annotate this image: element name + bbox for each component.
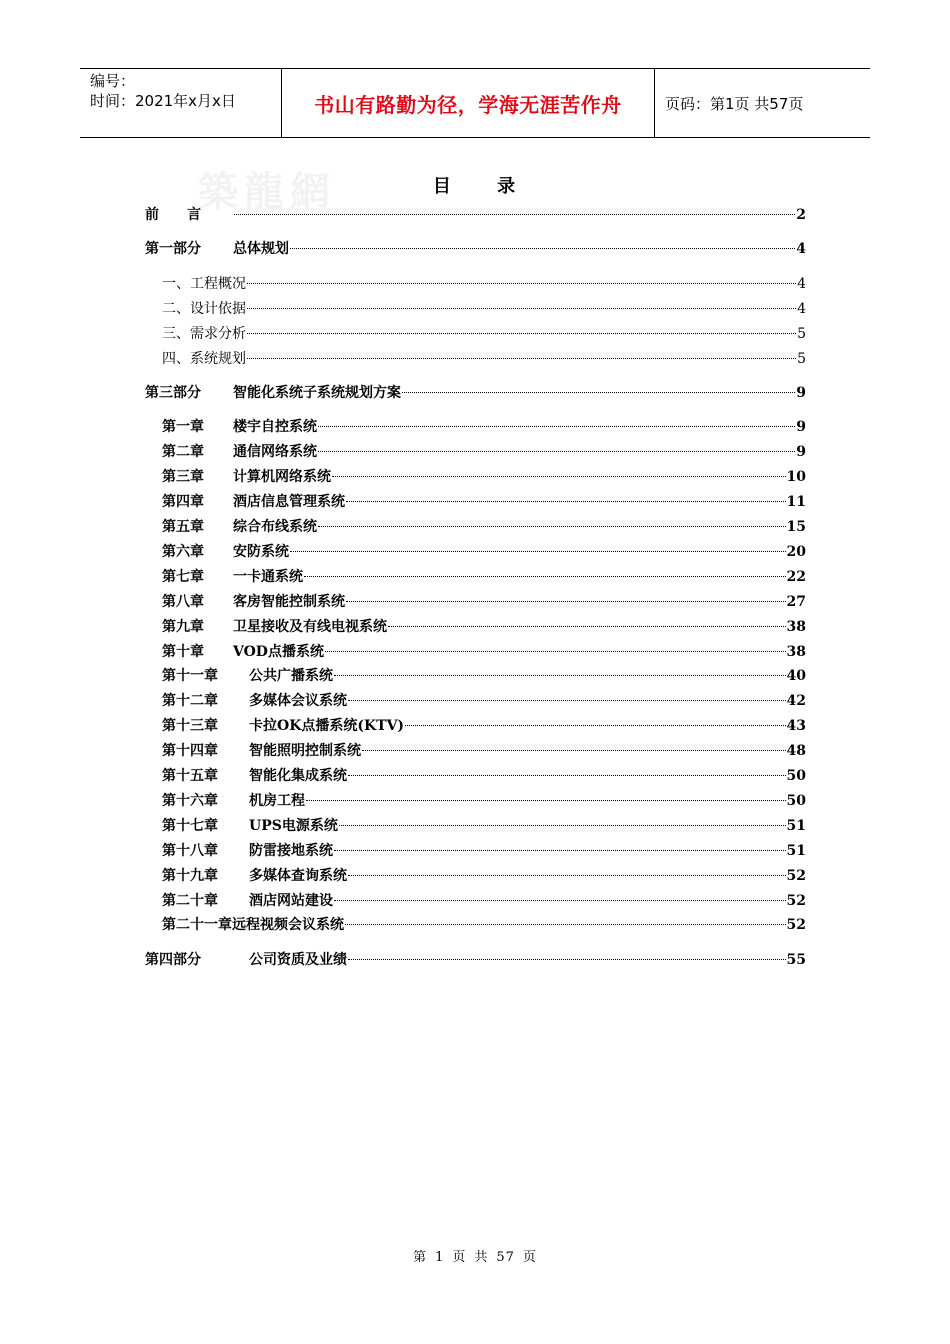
toc-entry-number: 第一部分 <box>145 241 201 257</box>
toc-leader-dots <box>388 626 786 627</box>
toc-entry-title: 总体规划 <box>233 241 289 257</box>
toc-leader-dots <box>318 426 795 427</box>
toc-entry-page: 11 <box>786 494 806 510</box>
footer-text: 共 <box>474 1250 489 1265</box>
header-motto: 书山有路勤为径，学海无涯苦作舟 <box>282 69 655 137</box>
toc-leader-dots <box>332 476 786 477</box>
toc-entry-title: 四、系统规划 <box>162 351 246 367</box>
toc-entry[interactable] <box>162 892 806 910</box>
toc-entry-number: 第七章 <box>162 569 204 585</box>
toc-entry-number: 第十一章 <box>162 668 218 684</box>
toc-entry-page: 4 <box>797 276 806 292</box>
toc-entry-number: 第十八章 <box>162 843 218 859</box>
toc-entry-page: 4 <box>796 241 806 257</box>
toc-entry[interactable] <box>162 618 806 636</box>
toc-entry-number: 第二十章 <box>162 893 218 909</box>
toc-entry[interactable] <box>162 443 806 461</box>
toc-entry-title: 二、设计依据 <box>162 301 246 317</box>
toc-entry-title: 机房工程 <box>249 793 305 809</box>
toc-entry-number: 第三章 <box>162 469 204 485</box>
toc-entry-title: 智能照明控制系统 <box>249 743 361 759</box>
toc-entry-title: 通信网络系统 <box>233 444 317 460</box>
toc-leader-dots <box>348 775 786 776</box>
toc-entry-page: 52 <box>786 893 806 909</box>
toc-entry-page: 9 <box>796 385 806 401</box>
toc-entry-page: 52 <box>786 868 806 884</box>
toc-entry-title: 酒店网站建设 <box>249 893 333 909</box>
footer-page-number: 1 <box>435 1250 445 1265</box>
toc-entry-title: 安防系统 <box>233 544 289 560</box>
toc-entry[interactable] <box>162 300 806 318</box>
toc-entry-number: 第二章 <box>162 444 204 460</box>
toc-leader-dots <box>348 875 786 876</box>
toc-entry-number: 第十章 <box>162 644 204 660</box>
toc-entry-page: 48 <box>786 743 806 759</box>
toc-entry[interactable] <box>162 643 806 661</box>
toc-entry-number: 第十九章 <box>162 868 218 884</box>
toc-leader-dots <box>306 800 786 801</box>
toc-leader-dots <box>334 850 786 851</box>
toc-entry[interactable] <box>162 568 806 586</box>
toc-entry-number: 前 言 <box>145 207 201 223</box>
toc-entry-page: 40 <box>786 668 806 684</box>
toc-title-char: 录 <box>497 176 518 197</box>
toc-entry-number: 第十四章 <box>162 743 218 759</box>
toc-entry-number: 第十七章 <box>162 818 218 834</box>
toc-entry-page: 9 <box>796 419 806 435</box>
toc-entry-number: 第六章 <box>162 544 204 560</box>
toc-entry[interactable] <box>162 350 806 368</box>
toc-entry-number: 第四部分 <box>145 952 201 968</box>
toc-entry-title: 一卡通系统 <box>233 569 303 585</box>
toc-entry-page: 5 <box>797 326 806 342</box>
toc-entry[interactable] <box>145 240 806 258</box>
toc-entry-page: 38 <box>786 619 806 635</box>
footer-text: 页 <box>522 1250 537 1265</box>
toc-leader-dots <box>346 601 786 602</box>
footer-text: 第 <box>413 1250 428 1265</box>
toc-leader-dots <box>318 526 786 527</box>
toc-entry-title: VOD点播系统 <box>233 644 324 660</box>
toc-entry-number: 第九章 <box>162 619 204 635</box>
toc-entry-title: 公司资质及业绩 <box>249 952 347 968</box>
toc-entry[interactable] <box>162 717 806 735</box>
toc-leader-dots <box>247 308 796 309</box>
toc-entry[interactable] <box>162 742 806 760</box>
toc-entry-title: 综合布线系统 <box>233 519 317 535</box>
toc-entry[interactable] <box>162 667 806 685</box>
toc-entry[interactable] <box>162 916 806 934</box>
toc-entry-page: 51 <box>786 818 806 834</box>
toc-leader-dots <box>348 700 786 701</box>
toc-entry-number: 第四章 <box>162 494 204 510</box>
toc-entry-page: 4 <box>797 301 806 317</box>
toc-leader-dots <box>339 825 786 826</box>
toc-entry-page: 50 <box>786 768 806 784</box>
toc-entry-page: 42 <box>786 693 806 709</box>
toc-entry[interactable] <box>162 767 806 785</box>
toc-entry-page: 27 <box>786 594 806 610</box>
header-page-info: 页码：第1页 共57页 <box>665 94 804 113</box>
toc-entry[interactable] <box>162 543 806 561</box>
toc-leader-dots <box>290 551 786 552</box>
toc-entry-page: 15 <box>786 519 806 535</box>
toc-entry[interactable] <box>145 384 806 402</box>
toc-entry-title: 计算机网络系统 <box>233 469 331 485</box>
toc-entry[interactable] <box>162 518 806 536</box>
toc-entry-page: 55 <box>786 952 806 968</box>
toc-entry[interactable] <box>162 692 806 710</box>
toc-entry[interactable] <box>162 842 806 860</box>
toc-entry-title: 酒店信息管理系统 <box>233 494 345 510</box>
toc-leader-dots <box>325 651 786 652</box>
watermark: 築龍網 <box>198 168 336 215</box>
toc-entry-number: 第五章 <box>162 519 204 535</box>
toc-leader-dots <box>247 358 796 359</box>
toc-entry-number: 第十三章 <box>162 718 218 734</box>
toc-entry-page: 9 <box>796 444 806 460</box>
toc-entry-title: 客房智能控制系统 <box>233 594 345 610</box>
toc-leader-dots <box>290 248 795 249</box>
toc-entry[interactable] <box>145 951 806 969</box>
toc-entry-title: 楼宇自控系统 <box>233 419 317 435</box>
toc-entry-title: 智能化系统子系统规划方案 <box>233 385 401 401</box>
toc-entry-page: 20 <box>786 544 806 560</box>
time-label: 时间：2021年x月x日 <box>90 92 236 110</box>
toc-entry[interactable] <box>162 792 806 810</box>
toc-entry-number: 第一章 <box>162 419 204 435</box>
toc-leader-dots <box>402 392 795 393</box>
toc-leader-dots <box>304 576 786 577</box>
toc-leader-dots <box>247 283 796 284</box>
toc-entry-page: 51 <box>786 843 806 859</box>
toc-entry-title: 三、需求分析 <box>162 326 246 342</box>
toc-entry[interactable] <box>162 593 806 611</box>
toc-entry-page: 50 <box>786 793 806 809</box>
toc-entry[interactable] <box>162 867 806 885</box>
toc-entry-number: 第十五章 <box>162 768 218 784</box>
toc-leader-dots <box>247 333 796 334</box>
toc-entry-page: 38 <box>786 644 806 660</box>
toc-entry-page: 10 <box>786 469 806 485</box>
toc-leader-dots <box>334 900 786 901</box>
toc-entry-page: 22 <box>786 569 806 585</box>
toc-entry-number: 第三部分 <box>145 385 201 401</box>
toc-entry[interactable] <box>145 206 806 224</box>
toc-leader-dots <box>334 675 786 676</box>
toc-entry-page: 2 <box>796 207 806 223</box>
toc-entry[interactable] <box>162 817 806 835</box>
toc-entry-title: 防雷接地系统 <box>249 843 333 859</box>
toc-entry[interactable] <box>162 493 806 511</box>
toc-leader-dots <box>234 214 795 215</box>
toc-leader-dots <box>348 959 786 960</box>
footer-text: 页 <box>452 1250 467 1265</box>
toc-entry[interactable] <box>162 325 806 343</box>
toc-entry[interactable] <box>162 418 806 436</box>
toc-leader-dots <box>318 451 795 452</box>
toc-entry[interactable] <box>162 468 806 486</box>
toc-entry-title: 一、工程概况 <box>162 276 246 292</box>
toc-entry-title: 多媒体会议系统 <box>249 693 347 709</box>
toc-leader-dots <box>346 501 786 502</box>
toc-leader-dots <box>405 725 785 726</box>
number-label: 编号： <box>90 72 136 90</box>
toc-entry-title: 智能化集成系统 <box>249 768 347 784</box>
page-footer <box>0 1246 950 1265</box>
toc-entry-title: 公共广播系统 <box>249 668 333 684</box>
toc-entry[interactable] <box>162 275 806 293</box>
toc-entry-page: 5 <box>797 351 806 367</box>
toc-entry-number: 第八章 <box>162 594 204 610</box>
footer-total-pages: 57 <box>496 1250 515 1265</box>
toc-entry-page: 43 <box>786 718 806 734</box>
toc-entry-number: 第十六章 <box>162 793 218 809</box>
toc-entry-title: UPS电源系统 <box>249 818 338 834</box>
toc-title-char: 目 <box>432 176 453 197</box>
toc-entry-title: 卫星接收及有线电视系统 <box>233 619 387 635</box>
toc-entry-page: 52 <box>786 917 806 933</box>
toc-leader-dots <box>362 750 786 751</box>
toc-entry-number: 第十二章 <box>162 693 218 709</box>
toc-entry-number: 第二十一章 <box>162 917 232 933</box>
toc-entry-title: 远程视频会议系统 <box>232 917 344 933</box>
toc-leader-dots <box>345 924 786 925</box>
toc-entry-title: 卡拉OK点播系统(KTV) <box>249 718 405 734</box>
toc-entry-title: 多媒体查询系统 <box>249 868 347 884</box>
